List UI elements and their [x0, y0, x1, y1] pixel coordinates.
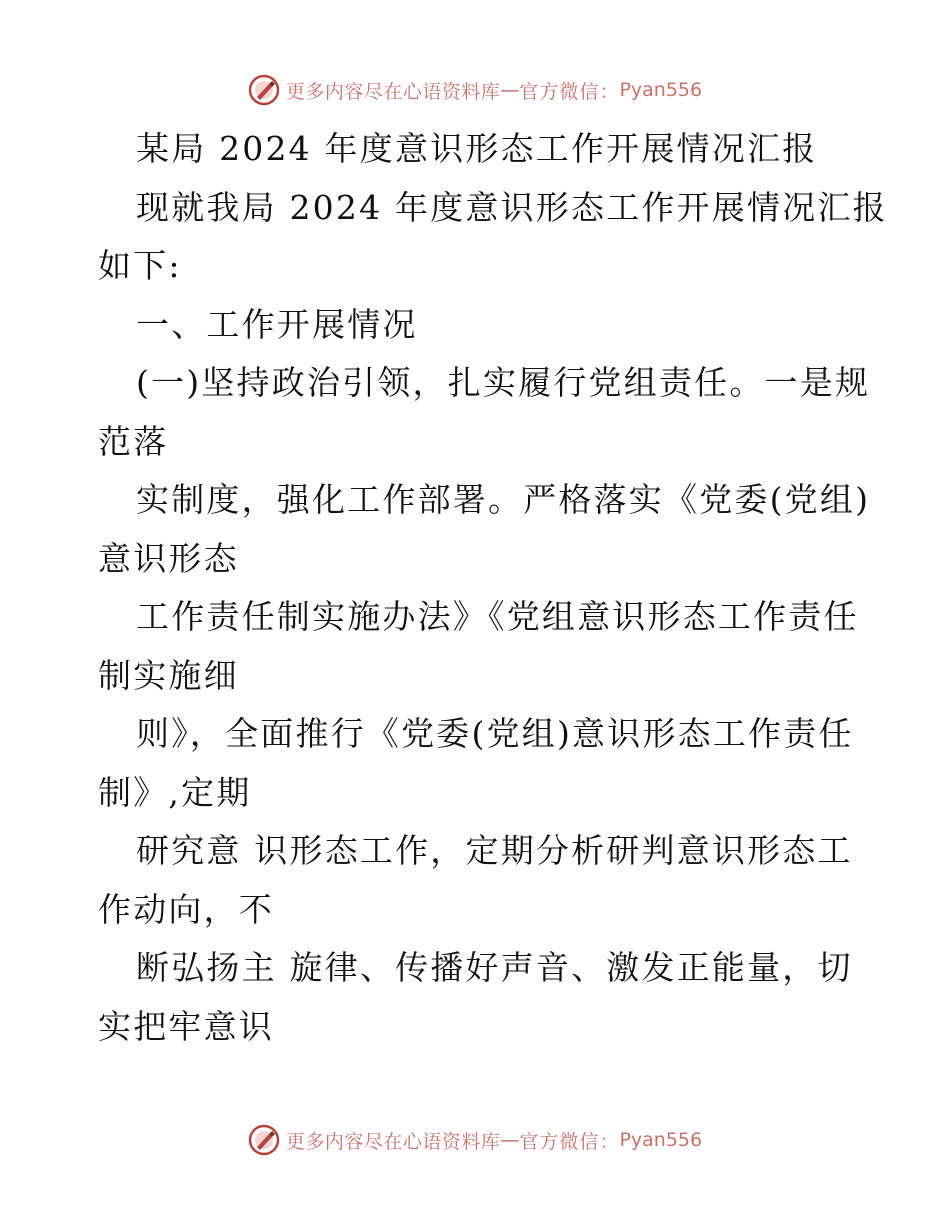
section-heading: 一、工作开展情况 [136, 304, 418, 344]
paragraph-line: 意识形态 [98, 538, 239, 578]
paragraph-line: 研究意 识形态工作，定期分析研判意识形态工 [136, 831, 853, 870]
header-watermark [0, 70, 950, 110]
paragraph-line: 实制度，强化工作部署。严格落实《党委(党组) [136, 480, 871, 519]
watermark-text: 更多内容尽在心语资料库 [285, 1130, 501, 1153]
paragraph-line: 则》，全面推行《党委(党组)意识形态工作责任 [136, 714, 854, 753]
watermark-contact-id: Pyan556 [619, 1129, 703, 1151]
paragraph-line: 工作责任制实施办法》《党组意识形态工作责任 [136, 597, 859, 636]
pen-logo-icon [248, 1124, 280, 1156]
watermark-text: 更多内容尽在心语资料库 [285, 80, 501, 103]
watermark-contact-label: 官方微信： [519, 80, 620, 103]
watermark-separator: — [500, 1129, 520, 1151]
paragraph-line: 实把牢意识 [98, 1006, 274, 1046]
paragraph-line: 制实施细 [98, 655, 239, 695]
paragraph-line: 制》,定期 [98, 772, 252, 812]
paragraph-line: (一)坚持政治引领，扎实履行党组责任。一是规 [136, 363, 871, 402]
watermark-separator: — [500, 79, 520, 101]
footer-watermark [0, 1120, 950, 1160]
pen-logo-icon [248, 74, 280, 106]
paragraph-line: 断弘扬主 旋律、传播好声音、激发正能量，切 [136, 948, 853, 987]
watermark-contact-id: Pyan556 [619, 79, 703, 101]
paragraph-line: 范落 [98, 421, 169, 461]
paragraph-line: 现就我局 2024 年度意识形态工作开展情况汇报 [136, 187, 888, 227]
document-body [98, 120, 888, 1056]
document-title: 某局 2024 年度意识形态工作开展情况汇报 [136, 129, 818, 168]
watermark-contact-label: 官方微信： [519, 1130, 620, 1153]
paragraph-line: 如下: [98, 246, 182, 285]
paragraph-line: 作动向，不 [98, 889, 274, 929]
